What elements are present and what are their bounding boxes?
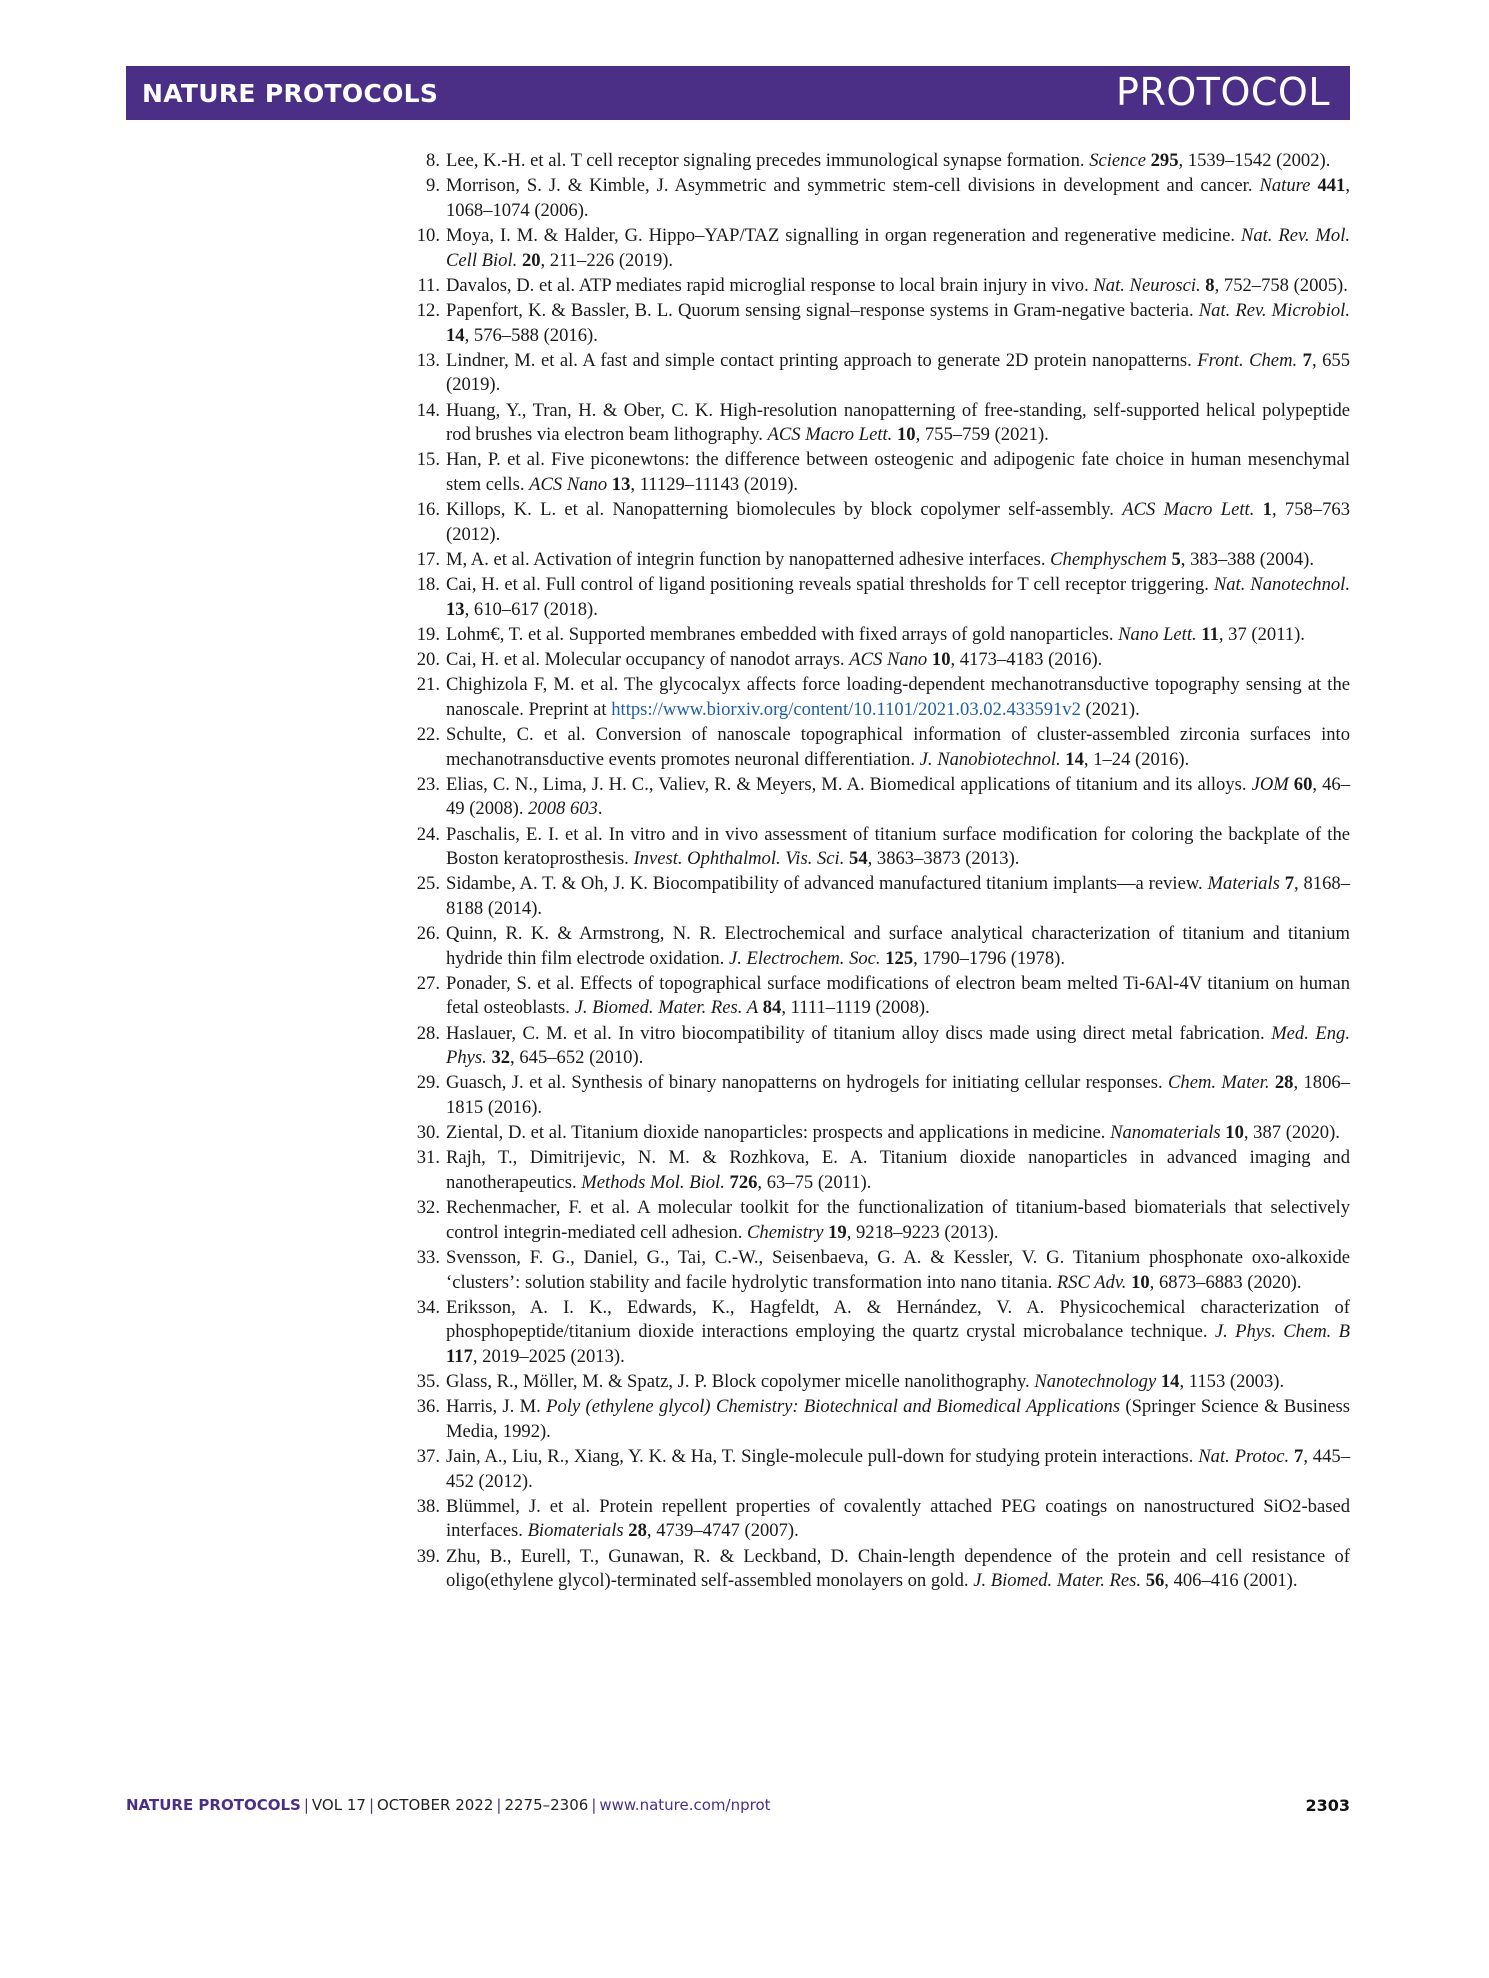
reference-item (414, 573, 1350, 622)
reference-text: Rechenmacher, F. et al. A molecular toolkit for the functionalization of titanium-based biomaterials that selectively control integrin-mediated cell adhesion. (446, 1197, 1350, 1243)
reference-volume: 28 (628, 1520, 647, 1542)
page-footer (126, 1796, 1350, 1820)
reference-number: 27. (416, 972, 440, 994)
reference-text: Cai, H. et al. Molecular occupancy of nanodot arrays. (446, 649, 850, 670)
reference-text: , 1068–1074 (2006). (446, 175, 1350, 221)
reference-volume: 11 (1201, 623, 1219, 645)
reference-item (414, 299, 1350, 348)
reference-text: Chighizola F, M. et al. The glycocalyx affects force loading-dependent mechanotransductive topography sensing at the nanoscale. Preprint at (446, 674, 1350, 720)
reference-text: , 406–416 (2001). (1164, 1570, 1298, 1592)
reference-source: Chem. Mater. (1168, 1072, 1270, 1094)
reference-source: Methods Mol. Biol. (581, 1172, 725, 1193)
header-bar (126, 66, 1350, 120)
reference-text: , 387 (2020). (1243, 1122, 1340, 1144)
reference-text: , 11129–11143 (2019). (630, 473, 799, 495)
reference-source: J. Electrochem. Soc. (728, 947, 881, 969)
reference-text: (Springer Science & Business Media, 1992). (446, 1396, 1350, 1442)
reference-volume: 7 (1294, 1446, 1304, 1468)
reference-source: J. Biomed. Mater. Res. A (574, 997, 759, 1019)
reference-number: 12. (416, 299, 440, 321)
reference-text: . (597, 798, 603, 820)
reference-item (414, 1146, 1350, 1195)
reference-number: 37. (416, 1446, 440, 1468)
reference-text: Guasch, J. et al. Synthesis of binary nanopatterns on hydrogels for initiating cellular responses. (446, 1072, 1169, 1094)
reference-text: Rajh, T., Dimitrijevic, N. M. & Rozhkova, E. A. Titanium dioxide nanoparticles in advanced imaging and nanotherapeutics. (446, 1147, 1350, 1193)
reference-source: Nat. Protoc. (1198, 1446, 1290, 1468)
reference-source: Chemistry (747, 1221, 824, 1243)
reference-text: Lindner, M. et al. A fast and simple contact printing approach to generate 2D protein nanopatterns. (446, 349, 1198, 371)
reference-number: 25. (416, 873, 440, 895)
reference-list (414, 149, 1350, 1594)
reference-text: , 445–452 (2012). (446, 1446, 1350, 1492)
reference-source: Chemphyschem (1050, 548, 1167, 570)
reference-item (414, 1196, 1350, 1245)
reference-source: Nanotechnology (1034, 1371, 1157, 1393)
reference-item (414, 623, 1350, 648)
reference-number: 17. (416, 548, 440, 570)
reference-item (414, 548, 1350, 573)
reference-number: 9. (426, 175, 440, 197)
reference-text: Blümmel, J. et al. Protein repellent properties of covalently attached PEG coatings on nanostructured SiO2-based interfaces. (446, 1495, 1350, 1542)
reference-item (414, 1545, 1350, 1594)
reference-volume: 14 (1160, 1371, 1180, 1393)
reference-text: , 383–388 (2004). (1180, 548, 1315, 570)
reference-text: (2021). (1080, 698, 1140, 720)
reference-text: , 752–758 (2005). (1214, 274, 1348, 296)
reference-text: , 755–759 (2021). (915, 424, 1049, 446)
reference-number: 32. (416, 1197, 440, 1219)
reference-text: , 1111–1119 (2008). (781, 997, 930, 1019)
reference-text: Ponader, S. et al. Effects of topographical surface modifications of electron beam melted Ti-6Al-4V titanium on human fetal osteoblasts. (446, 972, 1350, 1019)
reference-source: ACS Macro Lett. (1122, 499, 1255, 521)
reference-item (414, 1022, 1350, 1071)
reference-text: Killops, K. L. et al. Nanopatterning biomolecules by block copolymer self-assembly. (446, 499, 1123, 521)
reference-source: 2008 603 (528, 798, 598, 820)
reference-source: Nature (1259, 175, 1311, 197)
reference-source: J. Phys. Chem. B (1214, 1321, 1350, 1343)
reference-source: Biomaterials (527, 1520, 624, 1542)
reference-source: Materials (1207, 873, 1280, 895)
reference-number: 35. (416, 1371, 440, 1393)
reference-source: Nat. Nanotechnol. (1213, 574, 1350, 596)
reference-item (414, 872, 1350, 921)
reference-volume: 28 (1274, 1072, 1294, 1094)
reference-source: Front. Chem. (1197, 349, 1298, 371)
reference-volume: 10 (1225, 1122, 1244, 1144)
reference-number: 16. (416, 499, 440, 521)
reference-text: , 655 (2019). (446, 349, 1350, 396)
reference-text: Moya, I. M. & Halder, G. Hippo–YAP/TAZ signalling in organ regeneration and regenerative medicine. (446, 224, 1241, 246)
reference-number: 36. (416, 1396, 440, 1418)
reference-text: , 1153 (2003). (1179, 1371, 1285, 1393)
reference-item (414, 274, 1350, 299)
reference-item (414, 773, 1350, 822)
footer-citation (126, 1796, 771, 1814)
reference-number: 34. (416, 1296, 440, 1318)
reference-item (414, 399, 1350, 448)
reference-item (414, 1071, 1350, 1120)
reference-text: , 9218–9223 (2013). (846, 1221, 999, 1243)
reference-volume: 7 (1302, 349, 1312, 371)
reference-text: , 610–617 (2018). (464, 598, 598, 620)
reference-text: Davalos, D. et al. ATP mediates rapid microglial response to local brain injury in vivo. (446, 274, 1094, 296)
reference-item (414, 1246, 1350, 1295)
reference-number: 8. (426, 150, 440, 171)
reference-source: Poly (ethylene glycol) Chemistry: Biotechnical and Biomedical Applications (546, 1396, 1121, 1418)
reference-volume: 32 (491, 1047, 511, 1069)
reference-text: , 8168–8188 (2014). (446, 873, 1350, 919)
reference-text: Harris, J. M. (446, 1396, 547, 1418)
reference-item (414, 448, 1350, 497)
reference-text: , 1539–1542 (2002). (1178, 150, 1331, 171)
reference-item (414, 1370, 1350, 1395)
reference-item (414, 349, 1350, 398)
reference-volume: 56 (1145, 1570, 1165, 1592)
reference-volume: 14 (1065, 748, 1084, 770)
reference-number: 30. (416, 1122, 440, 1144)
reference-text: , 4739–4747 (2007). (646, 1520, 799, 1542)
reference-text: Paschalis, E. I. et al. In vitro and in vivo assessment of titanium surface modification for coloring the backplate of the Boston keratoprosthesis. (446, 823, 1350, 870)
reference-text: Huang, Y., Tran, H. & Ober, C. K. High-resolution nanopatterning of free-standing, self-supported helical polypeptide rod brushes via electron beam lithography. (446, 399, 1350, 446)
reference-text: Svensson, F. G., Daniel, G., Tai, C.-W., Seisenbaeva, G. A. & Kessler, V. G. Titanium phosphonate oxo-alkoxide ‘clusters’: solution stability and facile hydrolytic transformation into nano titania. (446, 1246, 1350, 1293)
reference-item (414, 224, 1350, 273)
footer-volume: VOL 17 (311, 1796, 366, 1814)
reference-text: , 1806–1815 (2016). (446, 1072, 1350, 1119)
footer-date: OCTOBER 2022 (377, 1796, 494, 1814)
reference-number: 10. (416, 224, 440, 246)
footer-separator: | (368, 1796, 374, 1814)
reference-number: 21. (416, 674, 440, 696)
reference-item (414, 498, 1350, 547)
reference-volume: 10 (896, 424, 916, 446)
reference-item (414, 972, 1350, 1021)
footer-separator: | (303, 1796, 309, 1814)
reference-number: 20. (416, 649, 440, 670)
reference-source: JOM (1251, 773, 1289, 795)
reference-source: Med. Eng. Phys. (446, 1022, 1350, 1069)
reference-volume: 13 (611, 473, 631, 495)
footer-url-link[interactable]: www.nature.com/nprot (599, 1796, 771, 1814)
reference-item (414, 149, 1350, 174)
footer-separator: | (591, 1796, 597, 1814)
reference-url-link[interactable]: https://www.biorxiv.org/content/10.1101/2021.03.02.433591v2 (611, 698, 1081, 720)
reference-volume: 726 (729, 1172, 758, 1193)
reference-number: 11. (417, 274, 440, 296)
reference-text: Eriksson, A. I. K., Edwards, K., Hagfeldt, A. & Hernández, V. A. Physicochemical characterization of phosphopeptide/titanium dioxide interactions employing the quartz crystal microbalance technique. (446, 1296, 1350, 1343)
reference-text: Zhu, B., Eurell, T., Gunawan, R. & Leckband, D. Chain-length dependence of the protein and cell resistance of oligo(ethylene glycol)-terminated self-assembled monolayers on gold. (446, 1545, 1350, 1592)
reference-volume: 14 (446, 324, 465, 346)
reference-text: , 4173–4183 (2016). (950, 649, 1103, 670)
reference-item (414, 723, 1350, 772)
reference-volume: 20 (521, 249, 541, 271)
reference-text: Lee, K.-H. et al. T cell receptor signaling precedes immunological synapse formation. (446, 150, 1090, 171)
reference-text: , 6873–6883 (2020). (1149, 1271, 1302, 1293)
reference-volume: 295 (1150, 150, 1179, 171)
reference-number: 13. (416, 349, 440, 371)
reference-text: Elias, C. N., Lima, J. H. C., Valiev, R. & Meyers, M. A. Biomedical applications of titanium and its alloys. (446, 773, 1252, 795)
reference-number: 15. (416, 449, 440, 471)
reference-number: 19. (416, 623, 440, 645)
footer-pages: 2275–2306 (504, 1796, 589, 1814)
reference-item (414, 1121, 1350, 1146)
reference-text: , 576–588 (2016). (464, 324, 598, 346)
reference-text: , 63–75 (2011). (757, 1172, 872, 1193)
reference-volume: 8 (1205, 274, 1215, 296)
reference-text: Jain, A., Liu, R., Xiang, Y. K. & Ha, T. Single-molecule pull-down for studying protein interactions. (446, 1446, 1199, 1468)
reference-text: , 2019–2025 (2013). (472, 1345, 625, 1367)
reference-source: Nanomaterials (1110, 1122, 1221, 1144)
reference-item (414, 648, 1350, 673)
reference-text: , 37 (2011). (1218, 623, 1305, 645)
reference-text (1254, 499, 1262, 520)
journal-name: NATURE PROTOCOLS (142, 79, 439, 108)
reference-volume: 117 (446, 1345, 473, 1367)
reference-item (414, 174, 1350, 223)
reference-text: Ziental, D. et al. Titanium dioxide nanoparticles: prospects and applications in medicine. (446, 1122, 1111, 1144)
reference-text: Glass, R., Möller, M. & Spatz, J. P. Block copolymer micelle nanolithography. (446, 1371, 1035, 1393)
reference-text: Schulte, C. et al. Conversion of nanoscale topographical information of cluster-assembled zirconia surfaces into mechanotransductive events promotes neuronal differentiation. (446, 723, 1350, 770)
reference-source: ACS Nano (849, 649, 928, 670)
reference-text: Han, P. et al. Five piconewtons: the difference between osteogenic and adipogenic fate choice in human mesenchymal stem cells. (446, 449, 1350, 495)
reference-text: Sidambe, A. T. & Oh, J. K. Biocompatibility of advanced manufactured titanium implants—a review. (446, 873, 1208, 895)
reference-item (414, 673, 1350, 722)
reference-source: Invest. Ophthalmol. Vis. Sci. (633, 848, 845, 870)
reference-number: 22. (416, 723, 440, 745)
reference-number: 39. (416, 1545, 440, 1567)
reference-text: , 645–652 (2010). (510, 1047, 644, 1069)
reference-source: ACS Nano (529, 473, 608, 495)
reference-source: Nat. Neurosci. (1093, 274, 1201, 296)
reference-number: 18. (416, 574, 440, 596)
footer-separator: | (496, 1796, 502, 1814)
reference-number: 26. (416, 923, 440, 945)
reference-item (414, 1296, 1350, 1370)
reference-number: 31. (416, 1147, 440, 1169)
reference-item (414, 823, 1350, 872)
reference-volume: 1 (1262, 499, 1272, 521)
reference-source: Nano Lett. (1118, 623, 1197, 645)
reference-volume: 7 (1284, 873, 1295, 895)
reference-text: , 3863–3873 (2013). (867, 848, 1020, 870)
reference-source: ACS Macro Lett. (767, 424, 893, 446)
reference-text: Papenfort, K. & Bassler, B. L. Quorum sensing signal–response systems in Gram-negative bacteria. (446, 299, 1199, 321)
reference-item (414, 1495, 1350, 1544)
reference-item (414, 922, 1350, 971)
reference-volume: 441 (1317, 175, 1346, 197)
reference-text: , 1–24 (2016). (1083, 748, 1190, 770)
reference-text: , 211–226 (2019). (540, 249, 674, 271)
reference-source: Science (1089, 150, 1146, 171)
reference-volume: 19 (828, 1221, 847, 1243)
reference-volume: 54 (849, 848, 868, 870)
reference-number: 29. (416, 1072, 440, 1094)
reference-source: Nat. Rev. Microbiol. (1198, 299, 1350, 321)
reference-text: Haslauer, C. M. et al. In vitro biocompatibility of titanium alloy discs made using direct metal fabrication. (446, 1022, 1272, 1044)
reference-text: , 46–49 (2008). (446, 773, 1350, 820)
reference-volume: 84 (762, 997, 782, 1019)
reference-source: J. Nanobiotechnol. (919, 748, 1061, 770)
reference-text: Quinn, R. K. & Armstrong, N. R. Electrochemical and surface analytical characterization of titanium and titanium hydride thin film electrode oxidation. (446, 923, 1350, 969)
footer-journal: NATURE PROTOCOLS (126, 1796, 301, 1814)
reference-number: 23. (416, 773, 440, 795)
reference-volume: 10 (1131, 1271, 1150, 1293)
reference-source: Nat. Rev. Mol. Cell Biol. (446, 224, 1351, 271)
reference-number: 33. (416, 1246, 440, 1268)
reference-number: 24. (416, 823, 440, 845)
reference-item (414, 1395, 1350, 1444)
reference-volume: 60 (1293, 773, 1313, 795)
reference-text: Cai, H. et al. Full control of ligand positioning reveals spatial thresholds for T cell receptor triggering. (446, 574, 1214, 596)
reference-text: Morrison, S. J. & Kimble, J. Asymmetric and symmetric stem-cell divisions in development and cancer. (446, 175, 1260, 197)
reference-volume: 13 (446, 598, 465, 620)
reference-volume: 10 (931, 649, 951, 670)
reference-text: , 758–763 (2012). (446, 499, 1350, 545)
reference-text: Lohm€, T. et al. Supported membranes embedded with fixed arrays of gold nanoparticles. (446, 623, 1119, 645)
reference-text: M, A. et al. Activation of integrin function by nanopatterned adhesive interfaces. (446, 548, 1051, 570)
reference-number: 38. (416, 1495, 440, 1517)
reference-source: J. Biomed. Mater. Res. (973, 1570, 1142, 1592)
reference-text: , 1790–1796 (1978). (913, 947, 1065, 969)
reference-number: 28. (416, 1022, 440, 1044)
reference-number: 14. (416, 399, 440, 421)
reference-volume: 125 (885, 947, 914, 969)
reference-source: RSC Adv. (1056, 1271, 1127, 1293)
reference-volume: 5 (1171, 548, 1181, 570)
section-label: PROTOCOL (1116, 70, 1330, 114)
reference-item (414, 1445, 1350, 1494)
page-number: 2303 (1305, 1796, 1350, 1815)
